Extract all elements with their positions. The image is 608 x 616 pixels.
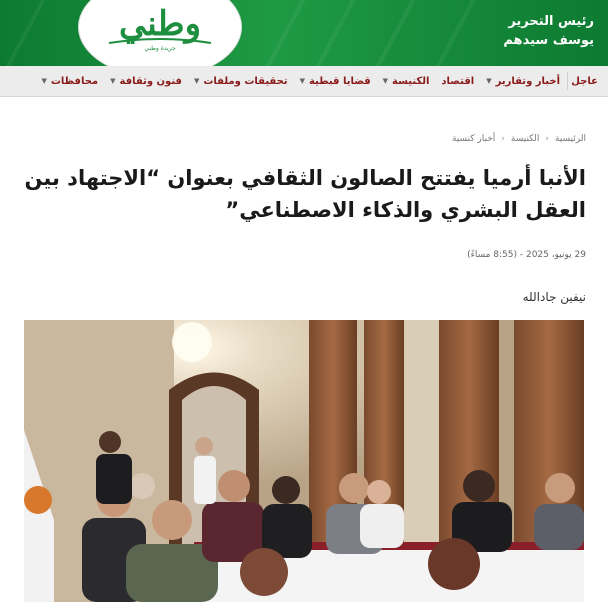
nav-item-church[interactable] — [377, 76, 436, 87]
chevron-down-icon: ▼ — [486, 77, 492, 85]
chevron-down-icon: ▼ — [382, 77, 389, 85]
nav-item-label: أخبار وتقارير — [495, 75, 560, 87]
chevron-down-icon: ▼ — [41, 77, 47, 85]
chevron-down-icon: ▼ — [299, 77, 305, 85]
editor-in-chief — [503, 12, 594, 50]
editor-role: رئيس التحرير — [508, 14, 594, 29]
article-photo — [24, 320, 584, 602]
nav-item-label: الكنيسة — [392, 75, 430, 87]
event-photo-illustration — [24, 320, 584, 602]
nav-item-coptic-issues[interactable] — [294, 76, 377, 87]
article-date: 29 يونيو، 2025 - (8:55 مساءً) — [467, 250, 586, 260]
nav-item-urgent[interactable] — [571, 66, 598, 96]
site-logo[interactable] — [78, 0, 242, 66]
nav-item-label: فنون وثقافة — [119, 75, 182, 87]
main-nav — [0, 66, 608, 97]
nav-item-label: قضايا قبطية — [308, 75, 371, 87]
nav-item-label: تحقيقات وملفات — [203, 75, 288, 87]
chevron-down-icon: ▼ — [193, 77, 200, 85]
breadcrumb-section[interactable]: الكنيسة — [510, 134, 540, 144]
logo-tagline: جريدة وطني — [144, 45, 176, 52]
breadcrumb-home[interactable]: الرئيسية — [555, 134, 586, 144]
breadcrumb — [452, 134, 586, 144]
nav-item-economy[interactable] — [435, 76, 480, 87]
chevron-left-icon: ‹ — [545, 134, 549, 144]
article-title: الأنبا أرميا يفتتح الصالون الثقافي بعنوان “الاجتهاد بين العقل البشري والذكاء الاصطناعي” — [24, 166, 586, 222]
chevron-left-icon: ‹ — [501, 134, 505, 144]
nav-divider — [567, 72, 568, 90]
chevron-down-icon: ▼ — [110, 77, 116, 85]
site-header — [0, 0, 608, 66]
nav-item-governorates[interactable] — [35, 76, 104, 87]
nav-item-label: عاجل — [571, 75, 598, 87]
logo-text: وطني — [118, 4, 202, 44]
editor-name: يوسف سيدهم — [503, 33, 594, 48]
breadcrumb-current[interactable]: أخبار كنسية — [451, 134, 496, 144]
article-author[interactable]: نيفين جادالله — [522, 290, 586, 304]
nav-item-label: اقتصاد — [441, 75, 475, 87]
nav-item-arts-culture[interactable] — [104, 76, 188, 87]
logo-underline-icon — [105, 37, 215, 47]
nav-item-investigations[interactable] — [188, 76, 294, 87]
nav-item-label: محافظات — [50, 75, 99, 87]
nav-item-news-reports[interactable] — [480, 76, 566, 87]
